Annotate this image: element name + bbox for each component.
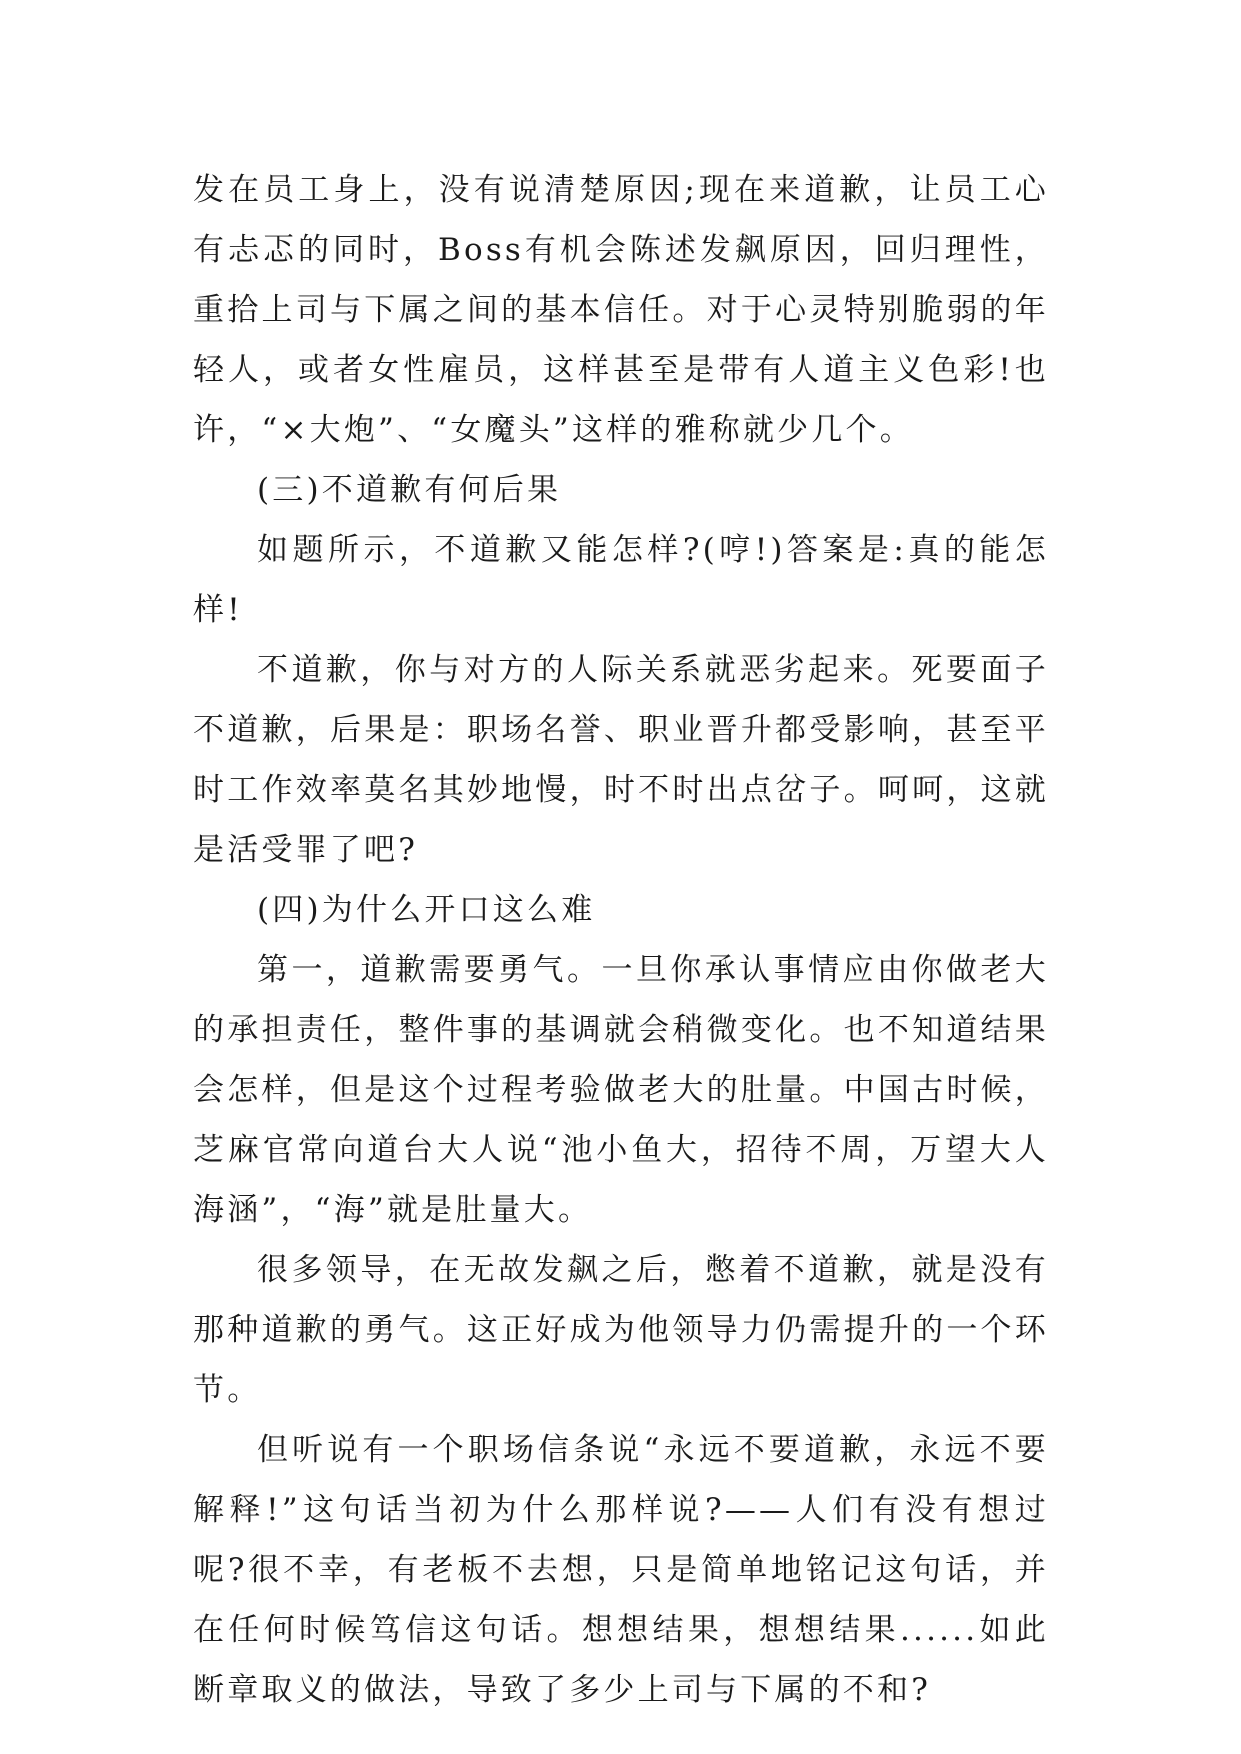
paragraph: 但听说有一个职场信条说“永远不要道歉，永远不要解释!”这句话当初为什么那样说?——人们有没有想过呢?很不幸，有老板不去想，只是简单地铭记这句话，并在任何时候笃信这句话。想想结果，想想结果......如此断章取义的做法，导致了多少上司与下属的不和? — [193, 1432, 1049, 1708]
paragraph: 不道歉，你与对方的人际关系就恶劣起来。死要面子不道歉，后果是：职场名誉、职业晋升都受影响，甚至平时工作效率莫名其妙地慢，时不时出点岔子。呵呵，这就是活受罪了吧? — [193, 652, 1049, 868]
paragraph-continuation: 发在员工身上，没有说清楚原因;现在来道歉，让员工心有忐忑的同时，Boss有机会陈述发飙原因，回归理性，重拾上司与下属之间的基本信任。对于心灵特别脆弱的年轻人，或者女性雇员，这样甚至是带有人道主义色彩!也许，“×大炮”、“女魔头”这样的雅称就少几个。 — [193, 172, 1049, 448]
paragraph: 第一，道歉需要勇气。一旦你承认事情应由你做老大的承担责任，整件事的基调就会稍微变化。也不知道结果会怎样，但是这个过程考验做老大的肚量。中国古时候，芝麻官常向道台大人说“池小鱼大，招待不周，万望大人海涵”，“海”就是肚量大。 — [193, 952, 1049, 1228]
section-heading-3: (三)不道歉有何后果 — [257, 472, 562, 508]
document-body — [193, 160, 1049, 1720]
section-heading-4: (四)为什么开口这么难 — [257, 892, 596, 928]
paragraph: 如题所示，不道歉又能怎样?(哼!)答案是:真的能怎样! — [193, 532, 1049, 628]
paragraph: 很多领导，在无故发飙之后，憋着不道歉，就是没有那种道歉的勇气。这正好成为他领导力仍需提升的一个环节。 — [193, 1252, 1049, 1408]
